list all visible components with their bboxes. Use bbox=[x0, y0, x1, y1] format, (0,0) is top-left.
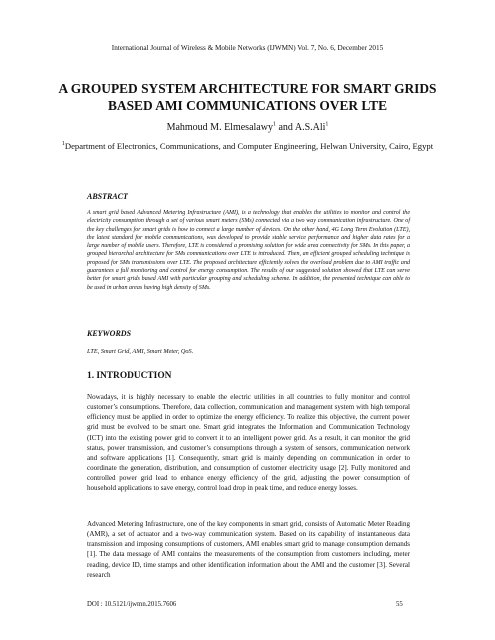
author-separator: and bbox=[275, 122, 295, 133]
abstract-text: A smart grid based Advanced Metering Infrastructure (AMI), is a technology that enables the utilities to monitor and control the electricity consumption through a set of various smart meters (SMs) connected via a two way communication infrastructure. One of the key challenges for smart grids is how to connect a large number of devices. On the other hand, 4G Long Term Evolution (LTE), the latest standard for mobile communications, was developed to provide stable service performance and higher data rates for a large number of mobile users. Therefore, LTE is considered a promising solution for wide area connectivity for SMs. In this paper, a grouped hierarchal architecture for SMs communications over LTE is introduced. Then, an efficient grouped scheduling technique is proposed for SMs transmissions over LTE. The proposed architecture efficiently solves the overload problem due to AMI traffic and guarantees a full monitoring and control for energy consumption. The results of our suggested solution showed that LTE can serve better for smart grids based AMI with particular grouping and scheduling scheme. In addition, the presented technique can able to be used in urban areas having high density of SMs. bbox=[87, 210, 410, 291]
abstract-heading: ABSTRACT bbox=[87, 192, 128, 201]
affiliation bbox=[60, 141, 435, 153]
affiliation-text: Department of Electronics, Communications, and Computer Engineering, Helwan University, Cairo, Egypt bbox=[64, 141, 434, 151]
keywords-heading: KEYWORDS bbox=[87, 329, 132, 338]
page-number: 55 bbox=[396, 601, 403, 608]
paper-title: A GROUPED SYSTEM ARCHITECTURE FOR SMART GRIDS BASED AMI COMMUNICATIONS OVER LTE bbox=[58, 81, 437, 113]
journal-header: International Journal of Wireless & Mobile Networks (IJWMN) Vol. 7, No. 6, December 2015 bbox=[111, 44, 384, 52]
keywords-text: LTE, Smart Grid, AMI, Smart Meter, QoS. bbox=[87, 348, 194, 355]
affiliation-mark: 1 bbox=[61, 141, 65, 148]
author-affil-mark: 1 bbox=[325, 121, 329, 128]
author-name: A.S.Ali bbox=[294, 122, 326, 133]
doi-footer: DOI : 10.5121/ijwmn.2015.7606 bbox=[87, 601, 177, 608]
introduction-heading: 1. INTRODUCTION bbox=[87, 371, 172, 381]
body-paragraph: Nowadays, it is highly necessary to enable the electric utilities in all countries to fully monitor and control customer’s consumptions. Therefore, data collection, communication and management system with high temporal efficiency must be applied in order to optimize the energy efficiency. To realize this objective, the current power grid must be evolved to be smart one. Smart grid integrates the Information and Communication Technology (ICT) into the existing power grid to convert it to an intelligent power grid. As a result, it can monitor the grid status, power transmission, and customer’s consumptions through a system of sensors, communication network and software applications [1]. Consequently, smart grid is mainly depending on communication in order to coordinate the generation, distribution, and consumption of customer electricity usage [2]. Fully monitored and controlled power grid lead to enhance energy efficiency of the grid, adjusting the power consumption of household applications to save energy, control load drop in peak time, and reduce energy losses. bbox=[87, 393, 410, 493]
body-paragraph: Advanced Metering Infrastructure, one of the key components in smart grid, consists of Automatic Meter Reading (AMR), a set of actuator and a two-way communication system. Based on its capability of instantaneous data transmission and imposing consumptions of customers, AMI enables smart grid to manage consumption demands [1]. The data message of AMI contains the measurements of the consumption from customers including, meter reading, device ID, time stamps and other identification information about the AMI and the customer [3]. Several research bbox=[87, 520, 410, 579]
author-affil-mark: 1 bbox=[272, 121, 276, 128]
authors-line bbox=[0, 122, 495, 133]
author-name: Mahmoud M. Elmesalawy bbox=[166, 122, 273, 133]
